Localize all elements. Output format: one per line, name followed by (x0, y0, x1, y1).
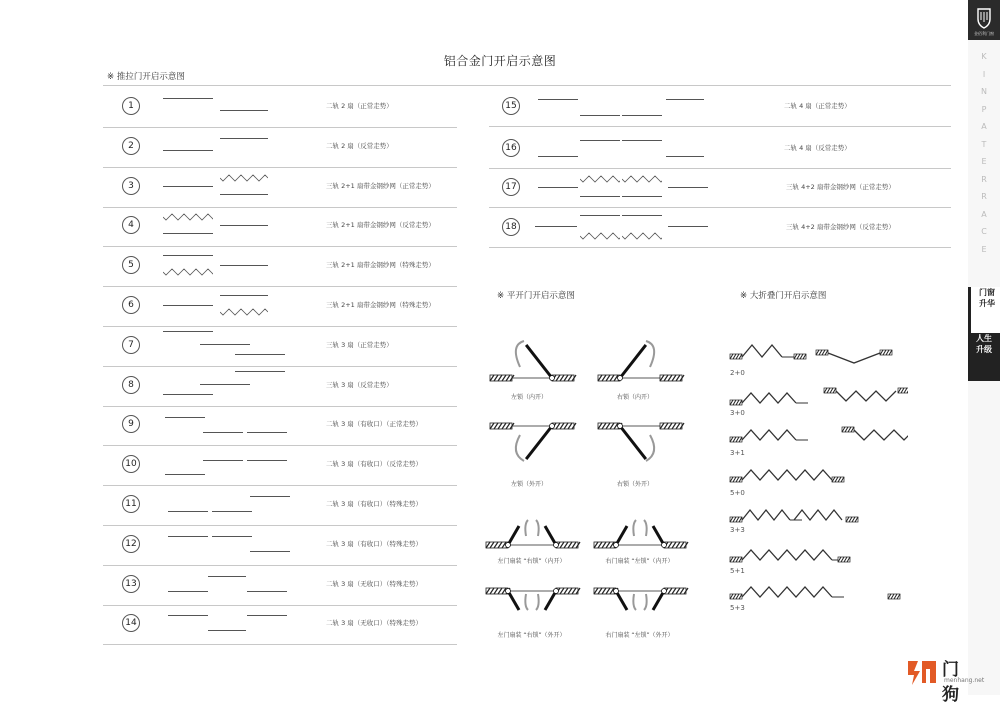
track-line (163, 305, 213, 306)
door-leaf-right (653, 591, 664, 610)
folding-leaves (742, 393, 796, 403)
sidebar-letter: K (981, 52, 987, 61)
track-line (247, 591, 287, 592)
track-line (668, 226, 708, 227)
page-title: 铝合金门开启示意图 (443, 54, 557, 68)
swing-arrow (536, 594, 539, 610)
screen-mesh-line (163, 268, 213, 276)
sidebar-letter: R (981, 174, 987, 184)
folding-leaves (742, 587, 832, 597)
row-label: 三轨 3 扇（正常走势） (326, 340, 393, 349)
sidebar-letter: T (981, 139, 987, 149)
row-divider (103, 485, 457, 486)
row-number-badge: 13 (122, 575, 140, 593)
row-number-badge: 18 (502, 218, 520, 236)
track-line (235, 371, 285, 372)
row-number-badge: 2 (122, 137, 140, 155)
door-leaf (620, 426, 646, 459)
track-line (163, 233, 213, 234)
track-line (220, 194, 268, 195)
bifold-label: 5+0 (730, 489, 745, 497)
track-line (580, 140, 620, 141)
track-line (212, 511, 252, 512)
bifold-label: 3+0 (730, 409, 745, 417)
track-line (220, 295, 268, 296)
row-number-badge: 16 (502, 139, 520, 157)
track-line (165, 417, 205, 418)
row-label: 二轨 3 扇（有收口）（反常走势） (326, 460, 423, 469)
row-number-badge: 17 (502, 178, 520, 196)
door-hinge (554, 589, 559, 594)
sidebar-letter: R (981, 192, 987, 201)
track-line (168, 591, 208, 592)
door-leaf-left (616, 526, 627, 545)
door-leaf-left (508, 591, 519, 610)
row-divider (103, 644, 457, 645)
sidebar-letter: A (981, 209, 987, 219)
screen-mesh-line (580, 232, 620, 240)
row-divider (103, 406, 457, 407)
sidebar-letter: E (981, 244, 987, 254)
row-number-badge: 12 (122, 535, 140, 553)
casement-label: 右门扇装 “左锁”（内开） (605, 558, 674, 565)
bifold-label: 3+3 (730, 526, 745, 534)
tab2-line1: 人生 (976, 334, 992, 343)
door-leaf-right (545, 526, 556, 545)
row-number-badge: 5 (122, 256, 140, 274)
folding-leaves (854, 430, 908, 440)
track-line (165, 474, 205, 475)
track-line (235, 354, 285, 355)
track-line (580, 196, 620, 197)
track-line (163, 255, 213, 256)
row-number-badge: 9 (122, 415, 140, 433)
track-line (220, 225, 268, 226)
track-line (622, 140, 662, 141)
door-hinge (554, 543, 559, 548)
track-line (212, 536, 252, 537)
row-divider (103, 207, 457, 208)
screen-mesh-line (220, 174, 268, 182)
row-number-badge: 11 (122, 495, 140, 513)
track-line (250, 496, 290, 497)
screen-mesh-line (220, 308, 268, 316)
track-line (622, 215, 662, 216)
door-hinge (506, 589, 511, 594)
track-line (163, 150, 213, 151)
row-label: 三轨 2+1 扇带金钢纱网（正常走势） (326, 181, 435, 190)
casement-label: 右门扇装 “左锁”（外开） (605, 632, 674, 639)
bifold-label: 5+1 (730, 567, 745, 575)
sidebar-tab-2[interactable] (968, 333, 1000, 381)
swing-arrow (646, 341, 654, 367)
bifold-label: 5+3 (730, 604, 745, 612)
row-label: 二轨 3 扇（有收口）（特殊走势） (326, 500, 423, 508)
track-line (203, 460, 243, 461)
track-line (668, 187, 708, 188)
tab2-line2: 升级 (976, 345, 992, 354)
track-line (580, 115, 620, 116)
bifold-label: 2+0 (730, 369, 745, 377)
row-number-badge: 1 (122, 97, 140, 115)
door-leaf-left (616, 591, 627, 610)
swing-arrow (525, 520, 528, 536)
track-line (580, 215, 620, 216)
screen-mesh-line (580, 175, 620, 183)
row-label: 三轨 2+1 扇带金钢纱网（反常走势） (326, 221, 435, 230)
row-divider (489, 207, 951, 208)
row-divider (103, 246, 457, 247)
track-line (666, 99, 704, 100)
section-title-sliding: ※ 推拉门开启示意图 (107, 72, 185, 82)
row-divider (103, 525, 457, 526)
tab1-line2: 升华 (979, 299, 995, 308)
door-leaf (526, 426, 552, 459)
folding-leaves (742, 550, 832, 560)
door-leaf (526, 345, 552, 378)
row-number-badge: 7 (122, 336, 140, 354)
track-line (538, 99, 578, 100)
casement-label: 左锁（内开） (510, 394, 547, 401)
watermark-text: 门狗 (942, 660, 959, 705)
door-hinge (550, 424, 555, 429)
watermark-logo-icon (906, 657, 940, 687)
door-hinge (662, 589, 667, 594)
row-label: 三轨 2+1 扇带金钢纱网（特殊走势） (326, 261, 435, 270)
casement-label: 左门扇装 “右锁”（内开） (497, 558, 566, 565)
sidebar-letter: I (982, 69, 986, 79)
track-line (535, 226, 577, 227)
swing-arrow (516, 435, 524, 461)
bifold-diagrams (728, 335, 908, 620)
swing-arrow (633, 520, 636, 536)
row-label: 三轨 3 扇（反常走势） (326, 380, 393, 389)
track-line (208, 576, 246, 577)
row-divider (103, 366, 457, 367)
swing-arrow (536, 520, 539, 536)
track-line (220, 110, 268, 111)
row-divider (103, 605, 457, 606)
sidebar-letter: E (981, 157, 987, 166)
track-line (200, 384, 250, 385)
door-hinge (614, 589, 619, 594)
door-hinge (614, 543, 619, 548)
row-label: 三轨 2+1 扇带金钢纱网（特殊走势） (326, 301, 435, 309)
row-label: 二轨 3 扇（无收口）（特殊走势） (326, 579, 423, 588)
folding-leaves (742, 510, 790, 520)
swing-arrow (525, 594, 528, 610)
track-line (538, 156, 578, 157)
row-number-badge: 10 (122, 455, 140, 473)
track-line (250, 551, 290, 552)
folding-leaves (742, 430, 796, 440)
row-label: 三轨 4+2 扇带金钢纱网（正常走势） (786, 183, 895, 191)
screen-mesh-line (622, 232, 662, 240)
door-hinge (550, 376, 555, 381)
casement-diagrams (480, 330, 700, 650)
section-title-casement: ※ 平开门开启示意图 (497, 291, 575, 301)
sidebar-letter: C (981, 227, 987, 236)
sidebar-letter: A (981, 122, 987, 131)
track-line (203, 432, 243, 433)
door-hinge (618, 376, 623, 381)
screen-mesh-line (163, 213, 213, 221)
row-label: 二轨 3 扇（有收口）（正常走势） (326, 420, 423, 429)
screen-mesh-line (622, 175, 662, 183)
track-line (168, 511, 208, 512)
door-leaf-right (545, 591, 556, 610)
door-leaf-right (653, 526, 664, 545)
row-label: 二轨 2 扇（反常走势） (326, 141, 393, 150)
track-line (538, 187, 578, 188)
track-line (208, 630, 246, 631)
row-label: 二轨 4 扇（正常走势） (784, 102, 851, 110)
row-divider (103, 286, 457, 287)
brand-text: 金佰利门窗 (974, 31, 994, 36)
casement-label: 左锁（外开） (510, 481, 547, 488)
row-label: 二轨 4 扇（反常走势） (784, 144, 851, 152)
track-line (200, 344, 250, 345)
track-line (168, 536, 208, 537)
swing-arrow (644, 520, 647, 536)
sidebar-letter: N (981, 87, 987, 96)
row-label: 二轨 3 扇（无收口）（特殊走势） (326, 619, 423, 628)
folding-leaves (836, 391, 896, 401)
row-divider (103, 445, 457, 446)
track-line (247, 432, 287, 433)
row-divider (489, 168, 951, 169)
row-divider (103, 565, 457, 566)
row-number-badge: 6 (122, 296, 140, 314)
casement-label: 左门扇装 “右锁”（外开） (497, 632, 566, 639)
row-divider (103, 127, 457, 128)
track-line (168, 615, 208, 616)
track-line (163, 186, 213, 187)
swing-arrow (516, 341, 524, 367)
door-leaf (620, 345, 646, 378)
row-label: 二轨 2 扇（正常走势） (326, 102, 393, 110)
sidebar-letter: P (981, 104, 987, 114)
row-label: 二轨 3 扇（有收口）（特殊走势） (326, 539, 423, 548)
swing-arrow (644, 594, 647, 610)
door-leaf-left (508, 526, 519, 545)
track-line (163, 394, 213, 395)
track-line (220, 265, 268, 266)
track-line (247, 615, 287, 616)
track-line (220, 138, 268, 139)
brand-logo (968, 0, 1000, 40)
top-divider (103, 85, 951, 86)
watermark-url: menhang.net (944, 677, 985, 684)
tab1-line1: 门窗 (979, 288, 995, 297)
sidebar-tab-1[interactable] (968, 287, 1000, 333)
folding-leaves (794, 510, 842, 520)
track-line (163, 331, 213, 332)
track-line (666, 156, 704, 157)
row-number-badge: 14 (122, 614, 140, 632)
swing-arrow (646, 435, 654, 461)
door-hinge (662, 543, 667, 548)
folding-leaves (742, 470, 832, 480)
track-line (622, 115, 662, 116)
door-hinge (506, 543, 511, 548)
row-divider (489, 126, 951, 127)
row-divider (489, 247, 951, 248)
watermark (906, 657, 985, 705)
folding-leaves (742, 345, 782, 357)
row-number-badge: 8 (122, 376, 140, 394)
row-number-badge: 15 (502, 97, 520, 115)
casement-label: 右锁（外开） (616, 481, 653, 488)
row-divider (103, 326, 457, 327)
section-title-bifold: ※ 大折叠门开启示意图 (740, 291, 827, 301)
track-line (247, 460, 287, 461)
casement-label: 右锁（内开） (616, 394, 653, 401)
track-line (622, 196, 662, 197)
bifold-label: 3+1 (730, 449, 745, 457)
row-number-badge: 4 (122, 216, 140, 234)
row-label: 三轨 4+2 扇带金钢纱网（反常走势） (786, 223, 895, 231)
door-hinge (618, 424, 623, 429)
row-number-badge: 3 (122, 177, 140, 195)
row-divider (103, 167, 457, 168)
track-line (163, 98, 213, 99)
swing-arrow (633, 594, 636, 610)
folding-leaves (828, 353, 880, 363)
